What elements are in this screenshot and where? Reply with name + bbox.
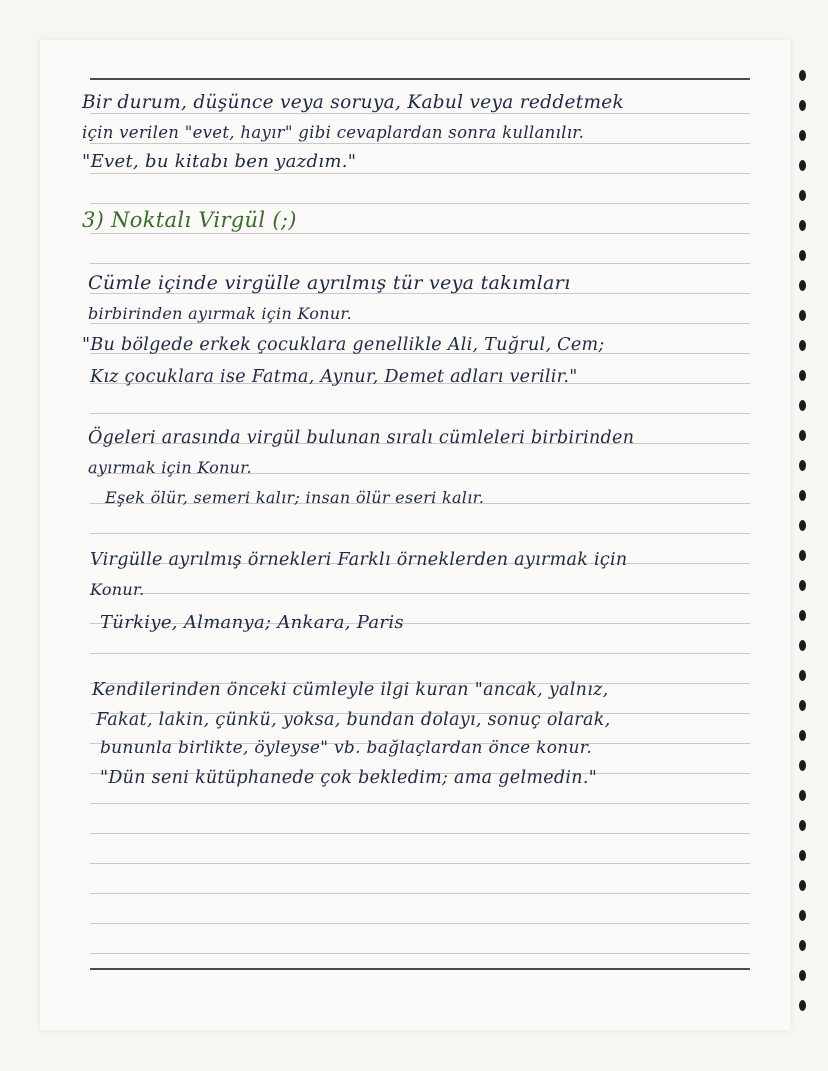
spiral-hole [799, 730, 806, 741]
spiral-hole [799, 760, 806, 771]
rule-line: birbirinden ayırmak için Konur. [88, 304, 353, 323]
ruled-line [90, 323, 750, 324]
ruled-line [90, 923, 750, 924]
spiral-hole [799, 940, 806, 951]
example-line: "Bu bölgede erkek çocuklara genellikle Ali, Tuğrul, Cem; [82, 335, 605, 355]
top-rule [90, 78, 750, 80]
spiral-hole [799, 430, 806, 441]
bottom-rule [90, 968, 750, 970]
rule-line: Ögeleri arasında virgül bulunan sıralı cümleleri birbirinden [88, 428, 635, 448]
spiral-hole [799, 700, 806, 711]
example-line: Kız çocuklara ise Fatma, Aynur, Demet adları verilir." [90, 367, 578, 387]
spiral-hole [799, 310, 806, 321]
ruled-line [90, 263, 750, 264]
rule-line: Kendilerinden önceki cümleyle ilgi kuran "ancak, yalnız, [92, 680, 609, 700]
spiral-hole [799, 820, 806, 831]
rule-line: Konur. [90, 580, 145, 599]
ruled-line [90, 533, 750, 534]
rule-line: Fakat, lakin, çünkü, yoksa, bundan dolayı, sonuç olarak, [96, 710, 611, 730]
spiral-hole [799, 400, 806, 411]
rule-line: bununla birlikte, öyleyse" vb. bağlaçlardan önce konur. [100, 738, 593, 758]
spiral-hole [799, 130, 806, 141]
spiral-hole [799, 1000, 806, 1011]
spiral-hole [799, 100, 806, 111]
spiral-hole [799, 970, 806, 981]
intro-line: Bir durum, düşünce veya soruya, Kabul veya reddetmek [82, 92, 625, 113]
spiral-hole [799, 850, 806, 861]
ruled-line [90, 953, 750, 954]
spiral-hole [799, 160, 806, 171]
ruled-line [90, 113, 750, 114]
ruled-line [90, 233, 750, 234]
spiral-binding [792, 60, 806, 1020]
ruled-line [90, 413, 750, 414]
ruled-line [90, 173, 750, 174]
spiral-hole [799, 670, 806, 681]
ruled-line [90, 203, 750, 204]
example-line: Türkiye, Almanya; Ankara, Paris [100, 612, 404, 633]
example-line: "Dün seni kütüphanede çok bekledim; ama gelmedin." [100, 768, 598, 788]
intro-line: için verilen "evet, hayır" gibi cevaplardan sonra kullanılır. [82, 123, 585, 142]
ruled-line [90, 863, 750, 864]
spiral-hole [799, 640, 806, 651]
ruled-line [90, 593, 750, 594]
spiral-hole [799, 490, 806, 501]
spiral-hole [799, 340, 806, 351]
ruled-line [90, 803, 750, 804]
spiral-hole [799, 250, 806, 261]
ruled-line [90, 833, 750, 834]
rule-line: ayırmak için Konur. [88, 458, 252, 477]
spiral-hole [799, 460, 806, 471]
spiral-hole [799, 880, 806, 891]
intro-example: "Evet, bu kitabı ben yazdım." [82, 151, 357, 172]
spiral-hole [799, 190, 806, 201]
spiral-hole [799, 520, 806, 531]
spiral-hole [799, 370, 806, 381]
rule-line: Virgülle ayrılmış örnekleri Farklı örneklerden ayırmak için [90, 550, 628, 570]
spiral-hole [799, 280, 806, 291]
section-heading: 3) Noktalı Virgül (;) [82, 208, 297, 232]
spiral-hole [799, 220, 806, 231]
spiral-hole [799, 550, 806, 561]
paper-sheet [40, 40, 790, 1030]
spiral-hole [799, 70, 806, 81]
example-line: Eşek ölür, semeri kalır; insan ölür eseri kalır. [105, 488, 485, 507]
ruled-line [90, 653, 750, 654]
ruled-line [90, 893, 750, 894]
spiral-hole [799, 790, 806, 801]
spiral-hole [799, 910, 806, 921]
ruled-line [90, 143, 750, 144]
rule-line: Cümle içinde virgülle ayrılmış tür veya takımları [88, 272, 571, 294]
spiral-hole [799, 610, 806, 621]
spiral-hole [799, 580, 806, 591]
